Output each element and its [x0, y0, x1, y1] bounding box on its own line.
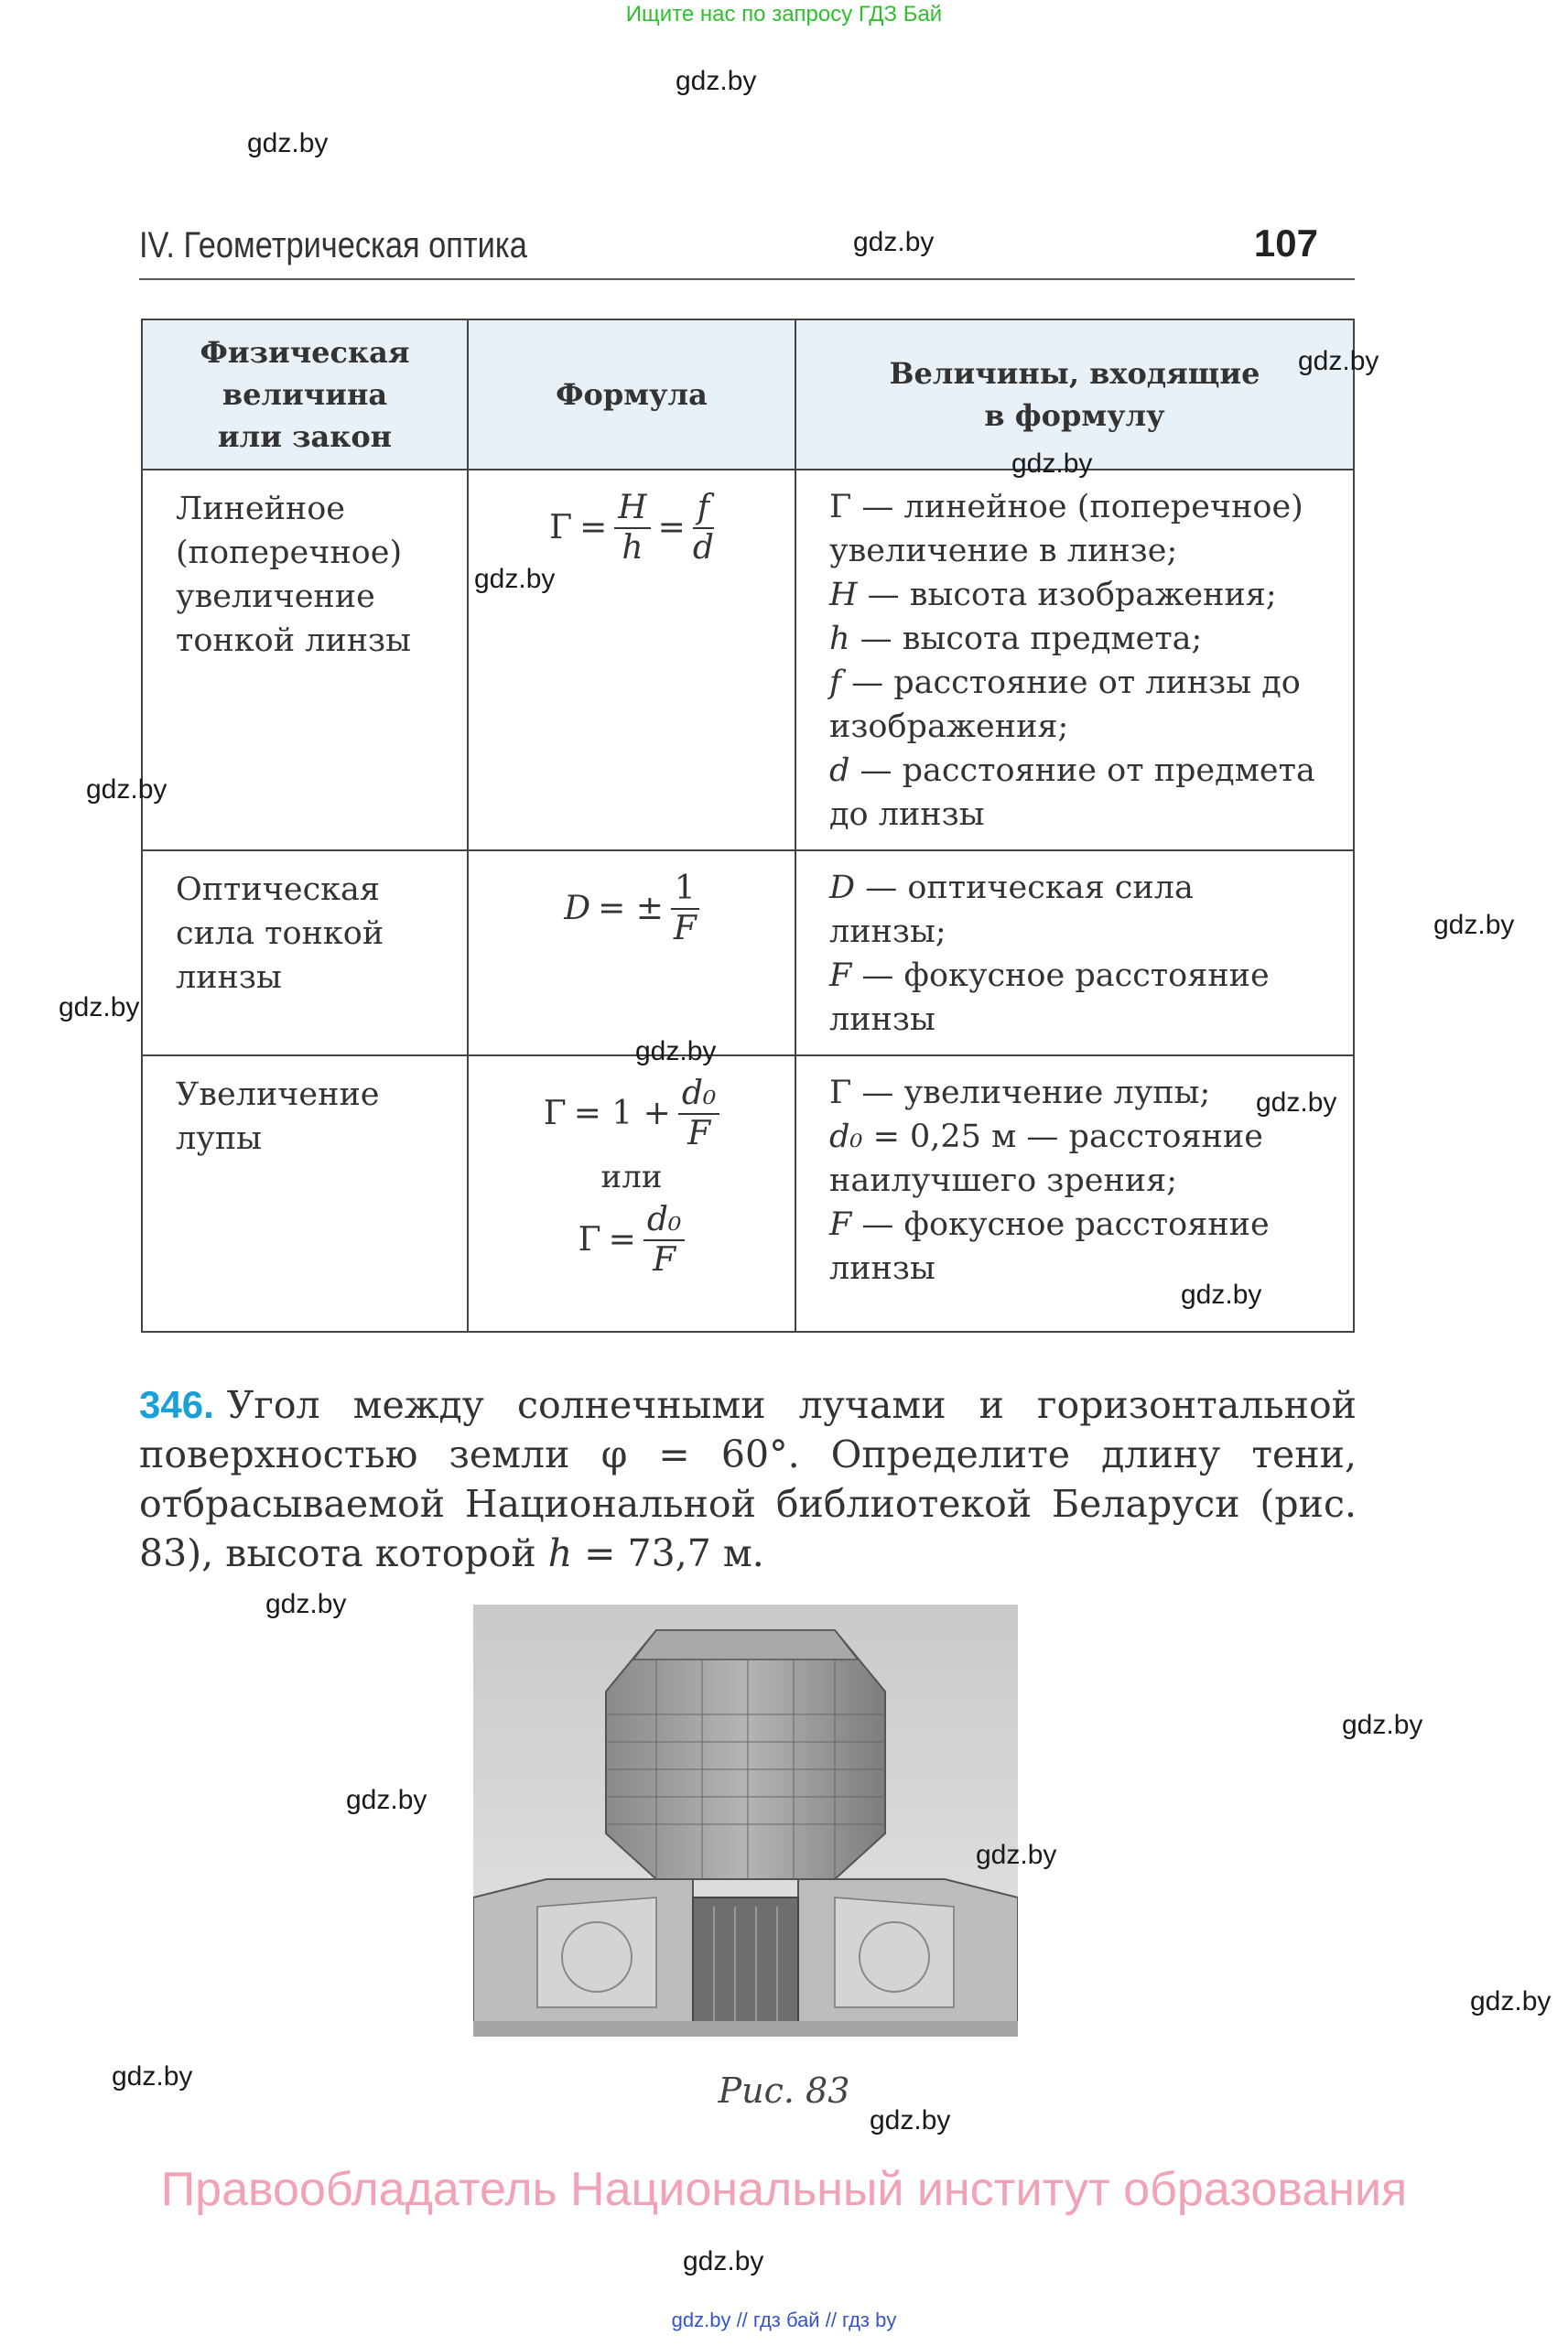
watermark: gdz.by	[676, 66, 757, 96]
desc-text: линзы	[829, 1001, 935, 1038]
watermark: gdz.by	[59, 992, 140, 1022]
watermark: gdz.by	[1470, 1986, 1552, 2016]
desc-symbol: f	[829, 665, 841, 701]
formula-operator: =	[579, 509, 608, 546]
fraction-numerator: d₀	[643, 1201, 685, 1241]
formula-cell	[468, 470, 795, 850]
task-h: h	[547, 1531, 573, 1575]
fraction-denominator: F	[673, 910, 697, 947]
fraction	[678, 1075, 719, 1153]
desc-symbol: F	[829, 957, 852, 994]
desc-text: — фокусное расстояние	[851, 1206, 1270, 1243]
desc-symbol: h	[829, 621, 850, 657]
chapter-title: IV. Геометрическая оптика	[139, 225, 527, 265]
page-number: 107	[1253, 222, 1318, 265]
fraction	[671, 870, 699, 948]
quantity-line: Оптическая	[176, 871, 380, 908]
formula-cell	[468, 850, 795, 1055]
formula-operator: =	[657, 509, 686, 546]
description-line	[829, 485, 1335, 529]
task-phi: φ	[600, 1432, 628, 1476]
header-line: Формула	[556, 377, 708, 412]
desc-text: наилучшего зрения;	[829, 1162, 1178, 1199]
watermark: gdz.by	[474, 564, 556, 594]
quantity-line: Увеличение	[176, 1076, 380, 1113]
library-illustration	[473, 1605, 1018, 2037]
desc-text: линзы;	[829, 914, 946, 950]
formula-operator: = 1 +	[573, 1095, 671, 1132]
desc-symbol: d₀	[829, 1119, 863, 1155]
header-quantity	[142, 319, 468, 470]
optical-power-formula	[560, 870, 703, 948]
header-formula	[468, 319, 795, 470]
desc-text: изображения;	[829, 708, 1069, 745]
task-346	[139, 1380, 1357, 1578]
task-number: 346.	[139, 1383, 214, 1426]
desc-text: — увеличение лупы;	[851, 1075, 1211, 1111]
watermark: gdz.by	[1298, 346, 1379, 376]
fraction-numerator: f	[693, 489, 714, 529]
watermark: gdz.by	[247, 128, 329, 158]
desc-text: — линейное (поперечное)	[851, 489, 1303, 525]
loupe-formula-2	[575, 1201, 689, 1280]
formula-symbol: Γ	[578, 1221, 601, 1259]
table-row	[142, 1055, 1354, 1332]
desc-symbol: Γ	[829, 1075, 852, 1111]
footer-links: gdz.by // гдз бай // гдз by	[671, 2308, 897, 2331]
fraction	[643, 1201, 685, 1280]
quantity-line: линзы	[176, 959, 282, 996]
watermark: gdz.by	[112, 2061, 193, 2092]
description-line	[829, 954, 1335, 998]
task-text: Угол между солнечными лучами и горизонтальной поверхностью земли	[139, 1383, 1357, 1476]
desc-text: — оптическая сила	[855, 870, 1194, 906]
description-line	[829, 749, 1335, 793]
description-line	[829, 1115, 1335, 1159]
table-row	[142, 470, 1354, 850]
desc-symbol: H	[829, 577, 858, 613]
rights-holder: Правообладатель Национальный институт образования	[160, 2163, 1408, 2216]
fraction-numerator: H	[614, 489, 650, 529]
formula-symbol: D	[564, 890, 591, 927]
watermark: gdz.by	[1011, 449, 1093, 479]
desc-text: — высота предмета;	[849, 621, 1203, 657]
watermark: gdz.by	[853, 227, 935, 257]
description-line	[829, 1203, 1335, 1247]
desc-symbol: Γ	[829, 489, 852, 525]
table-row	[142, 850, 1354, 1055]
fraction-numerator: d₀	[678, 1075, 719, 1115]
quantity-line: Линейное	[176, 491, 346, 527]
formula-operator: = ±	[598, 890, 664, 927]
desc-text: увеличение в линзе;	[829, 533, 1178, 569]
desc-symbol: F	[829, 1206, 852, 1243]
formula-symbol: Γ	[543, 1095, 567, 1132]
header-line: в формулу	[984, 398, 1165, 433]
description-cell	[795, 470, 1354, 850]
watermark: gdz.by	[635, 1036, 717, 1066]
watermark: gdz.by	[1181, 1280, 1262, 1310]
description-line	[829, 998, 1335, 1042]
quantity-line: увеличение	[176, 578, 375, 615]
description-line	[829, 573, 1335, 617]
description-line	[829, 793, 1335, 837]
page-header	[139, 220, 1355, 280]
formula-or: или	[600, 1159, 663, 1195]
quantity-line: сила тонкой	[176, 915, 384, 952]
watermark: gdz.by	[346, 1785, 427, 1815]
desc-text: до линзы	[829, 796, 985, 833]
fraction	[614, 489, 650, 568]
formula-table	[141, 319, 1355, 1333]
task-text: = 60°. Определите длину тени, отбрасываемой Национальной библиотекой Беларуси (рис. 83), высота которой	[139, 1432, 1357, 1575]
watermark: gdz.by	[870, 2105, 951, 2135]
header-line: или закон	[217, 419, 393, 454]
desc-symbol: D	[829, 870, 856, 906]
fraction	[693, 489, 714, 568]
formula-operator: =	[608, 1221, 636, 1259]
quantity-cell	[142, 850, 468, 1055]
fraction-denominator: F	[687, 1115, 711, 1152]
national-library-photo	[473, 1605, 1018, 2037]
description-line	[829, 529, 1335, 573]
header-quantities	[795, 319, 1354, 470]
quantity-line: лупы	[176, 1120, 263, 1157]
description-cell	[795, 850, 1354, 1055]
task-text: = 73,7 м.	[572, 1531, 764, 1575]
header-line: Физическая	[200, 335, 410, 370]
fraction-denominator: F	[653, 1241, 676, 1279]
quantity-cell	[142, 470, 468, 850]
description-line	[829, 617, 1335, 661]
quantity-line: (поперечное)	[176, 535, 403, 571]
watermark: gdz.by	[1342, 1710, 1423, 1740]
watermark: gdz.by	[683, 2246, 764, 2276]
fraction-denominator: d	[692, 529, 714, 567]
header-line: Величины, входящие	[889, 356, 1260, 391]
desc-text: линзы	[829, 1250, 935, 1287]
watermark: gdz.by	[976, 1840, 1057, 1870]
desc-text: — высота изображения;	[857, 577, 1277, 613]
desc-text: — расстояние от линзы до	[840, 665, 1301, 701]
description-line	[829, 910, 1335, 954]
fraction-denominator: h	[622, 529, 643, 567]
formula-cell	[468, 1055, 795, 1332]
description-line	[829, 866, 1335, 910]
watermark: gdz.by	[1256, 1087, 1337, 1118]
watermark: gdz.by	[1433, 910, 1515, 940]
desc-text: = 0,25 м — расстояние	[862, 1119, 1263, 1155]
watermark: gdz.by	[86, 774, 168, 805]
top-note: Ищите нас по запросу ГДЗ Бай	[625, 2, 943, 27]
description-line	[829, 1159, 1335, 1203]
description-line	[829, 705, 1335, 749]
desc-text: — фокусное расстояние	[851, 957, 1270, 994]
quantity-line: тонкой линзы	[176, 622, 411, 659]
formula-symbol: Γ	[549, 509, 573, 546]
desc-symbol: d	[829, 752, 850, 789]
magnification-formula	[546, 489, 718, 568]
quantity-cell	[142, 1055, 468, 1332]
loupe-formula-1	[540, 1075, 724, 1153]
figure-caption: Рис. 83	[718, 2070, 850, 2111]
watermark: gdz.by	[265, 1589, 347, 1619]
header-line: величина	[222, 377, 388, 412]
desc-text: — расстояние от предмета	[849, 752, 1315, 789]
table-header-row	[142, 319, 1354, 470]
description-line	[829, 661, 1335, 705]
fraction-numerator: 1	[671, 870, 699, 910]
